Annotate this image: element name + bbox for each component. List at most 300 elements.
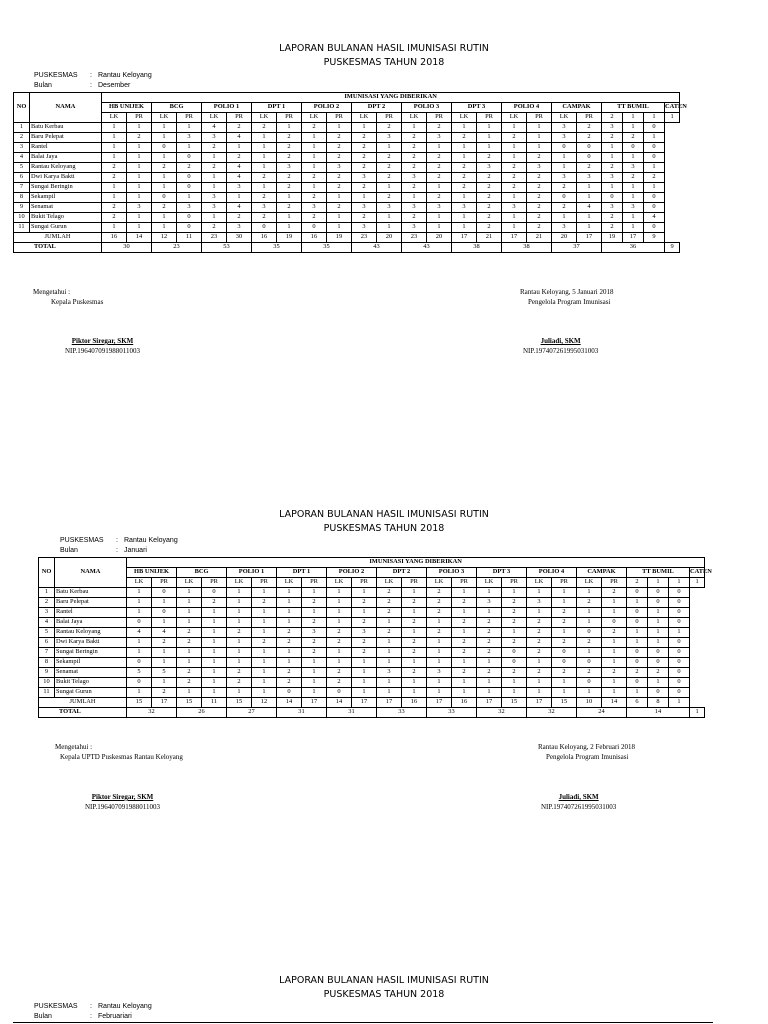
row-value: 2	[602, 223, 623, 233]
row-value: 2	[352, 133, 377, 143]
puskesmas-value: Rantau Keloyang	[98, 72, 152, 79]
row-value: 0	[177, 213, 202, 223]
row-value: 0	[627, 658, 648, 668]
vaccine-header: CATEN	[690, 568, 705, 578]
row-value: 1	[602, 658, 627, 668]
jumlah-value: 16	[402, 698, 427, 708]
vaccine-header: DPT 2	[377, 568, 427, 578]
table-row	[14, 163, 680, 173]
row-value: 3	[202, 193, 227, 203]
row-value: 2	[552, 183, 577, 193]
row-value: 3	[602, 123, 623, 133]
row-value: 2	[177, 678, 202, 688]
row-value: 1	[552, 598, 577, 608]
table-row	[39, 598, 705, 608]
pr-header: PR	[352, 578, 377, 588]
row-value: 1	[623, 183, 644, 193]
row-value: 3	[452, 203, 477, 213]
vaccine-header: CAMPAK	[552, 103, 602, 113]
row-value: 2	[252, 638, 277, 648]
row-value: 2	[577, 133, 602, 143]
row-value: 1	[648, 638, 669, 648]
lk-header: LK	[527, 578, 552, 588]
row-value: 2	[602, 133, 623, 143]
row-value: 1	[127, 143, 152, 153]
row-nama: Rantau Keloyang	[55, 628, 127, 638]
row-value: 1	[502, 628, 527, 638]
row-value: 2	[352, 618, 377, 628]
row-value: 1	[644, 163, 665, 173]
pr-header: PR	[527, 113, 552, 123]
row-value: 1	[202, 183, 227, 193]
jumlah-value: 19	[277, 233, 302, 243]
row-value: 0	[577, 628, 602, 638]
puskesmas-value: Rantau Keloyang	[124, 537, 178, 544]
row-value: 2	[427, 153, 452, 163]
row-value: 1	[302, 688, 327, 698]
row-value: 1	[402, 688, 427, 698]
row-value: 1	[152, 678, 177, 688]
row-value: 1	[477, 608, 502, 618]
row-value: 1	[352, 678, 377, 688]
row-value: 1	[252, 163, 277, 173]
row-value: 1	[177, 608, 202, 618]
row-value: 1	[252, 133, 277, 143]
row-no: 3	[14, 143, 30, 153]
row-value: 1	[477, 658, 502, 668]
row-value: 4	[577, 203, 602, 213]
bulan-value: Februariari	[98, 1013, 132, 1020]
row-value: 2	[277, 173, 302, 183]
row-value: 1	[327, 223, 352, 233]
row-value: 1	[427, 618, 452, 628]
row-value: 2	[577, 638, 602, 648]
pr-header: PR	[452, 578, 477, 588]
row-value: 1	[502, 588, 527, 598]
row-value: 1	[602, 688, 627, 698]
row-no: 6	[39, 638, 55, 648]
row-value: 1	[127, 163, 152, 173]
row-value: 1	[402, 678, 427, 688]
jumlah-value: 17	[502, 233, 527, 243]
total-value: 23	[152, 243, 202, 253]
jumlah-value: 17	[377, 698, 402, 708]
lk-header: LK	[177, 578, 202, 588]
row-value: 2	[402, 618, 427, 628]
row-value: 2	[227, 678, 252, 688]
table-row	[39, 608, 705, 618]
row-value: 0	[669, 678, 690, 688]
row-value: 0	[302, 223, 327, 233]
row-nama: Senamat	[55, 668, 127, 678]
row-no: 1	[39, 588, 55, 598]
row-value: 4	[227, 133, 252, 143]
row-value: 2	[527, 193, 552, 203]
pr-header: PR	[302, 578, 327, 588]
lk-header: LK	[577, 578, 602, 588]
row-nama: Bukit Telago	[55, 678, 127, 688]
jumlah-value: 14	[127, 233, 152, 243]
row-value: 1	[252, 658, 277, 668]
row-value: 1	[327, 618, 352, 628]
row-value: 1	[177, 648, 202, 658]
col-no-header: NO	[39, 558, 55, 588]
row-value: 1	[377, 223, 402, 233]
tt-sub-header: 1	[669, 578, 690, 588]
jumlah-value: 17	[623, 233, 644, 243]
row-value: 1	[302, 678, 327, 688]
row-value: 3	[402, 203, 427, 213]
lk-header: LK	[127, 578, 152, 588]
row-value: 0	[552, 193, 577, 203]
row-value: 2	[152, 203, 177, 213]
report-title: LAPORAN BULANAN HASIL IMUNISASI RUTIN	[279, 509, 489, 520]
row-value: 1	[302, 163, 327, 173]
row-value: 3	[527, 163, 552, 173]
row-value: 1	[302, 608, 327, 618]
row-value: 1	[127, 598, 152, 608]
row-value: 1	[577, 193, 602, 203]
row-value: 0	[127, 618, 152, 628]
row-value: 1	[202, 658, 227, 668]
row-value: 2	[402, 668, 427, 678]
pr-header: PR	[602, 578, 627, 588]
row-value: 2	[502, 183, 527, 193]
row-value: 5	[127, 668, 152, 678]
row-value: 2	[352, 598, 377, 608]
puskesmas-label: PUSKESMAS	[60, 537, 104, 544]
row-value: 1	[252, 688, 277, 698]
row-value: 1	[527, 608, 552, 618]
jumlah-value: 14	[277, 698, 302, 708]
row-value: 1	[577, 588, 602, 598]
row-value: 0	[202, 588, 227, 598]
row-value: 2	[648, 668, 669, 678]
row-value: 1	[302, 668, 327, 678]
row-value: 2	[402, 153, 427, 163]
row-value: 1	[102, 143, 127, 153]
row-value: 2	[377, 123, 402, 133]
total-row	[14, 243, 680, 253]
row-value: 3	[552, 123, 577, 133]
row-value: 1	[377, 638, 402, 648]
meta-block: PUSKESMAS : Rantau Keloyang Bulan : Desember	[34, 72, 152, 89]
row-value: 2	[352, 143, 377, 153]
vaccine-header: POLIO 2	[302, 103, 352, 113]
pr-header: PR	[252, 578, 277, 588]
row-value: 0	[644, 203, 665, 213]
row-no: 5	[39, 628, 55, 638]
total-value: 33	[427, 708, 477, 718]
row-value: 1	[327, 598, 352, 608]
row-value: 1	[452, 658, 477, 668]
row-value: 4	[227, 163, 252, 173]
row-value: 2	[623, 133, 644, 143]
jumlah-value: 23	[402, 233, 427, 243]
row-value: 3	[623, 163, 644, 173]
row-value: 2	[527, 183, 552, 193]
total-row	[39, 708, 705, 718]
pr-header: PR	[127, 113, 152, 123]
row-value: 3	[427, 668, 452, 678]
row-value: 2	[102, 163, 127, 173]
row-value: 0	[127, 678, 152, 688]
row-value: 0	[627, 678, 648, 688]
col-nama-header: NAMA	[30, 93, 102, 123]
row-no: 8	[39, 658, 55, 668]
row-value: 1	[227, 193, 252, 203]
row-no: 9	[14, 203, 30, 213]
row-value: 1	[227, 658, 252, 668]
tt-sub-header: 2	[602, 113, 623, 123]
row-value: 2	[502, 173, 527, 183]
row-value: 1	[227, 608, 252, 618]
row-value: 2	[477, 628, 502, 638]
total-value: 32	[527, 708, 577, 718]
row-value: 1	[127, 173, 152, 183]
signature-left: Mengetahui : Kepala Puskesmas	[33, 288, 104, 306]
row-value: 2	[377, 588, 402, 598]
table-row	[14, 223, 680, 233]
vaccine-header: TT BUMIL	[602, 103, 665, 113]
vaccine-header: HB UNIJEK	[102, 103, 152, 113]
row-value: 2	[352, 648, 377, 658]
total-value: 43	[402, 243, 452, 253]
row-value: 2	[602, 628, 627, 638]
jumlah-value: 6	[627, 698, 648, 708]
total-value: 53	[202, 243, 252, 253]
row-value: 1	[327, 658, 352, 668]
total-value: 33	[377, 708, 427, 718]
bulan-label: Bulan	[60, 547, 78, 554]
row-value: 2	[502, 608, 527, 618]
row-value: 1	[327, 648, 352, 658]
jumlah-value: 17	[527, 698, 552, 708]
row-value: 4	[127, 628, 152, 638]
row-value: 2	[327, 153, 352, 163]
row-value: 1	[623, 193, 644, 203]
header-row-group	[14, 93, 680, 103]
row-value: 3	[477, 163, 502, 173]
row-value: 1	[527, 143, 552, 153]
jumlah-value: 10	[577, 698, 602, 708]
row-value: 1	[252, 143, 277, 153]
row-value: 1	[602, 598, 627, 608]
row-value: 2	[527, 618, 552, 628]
row-value: 0	[177, 153, 202, 163]
row-no: 7	[39, 648, 55, 658]
row-value: 1	[152, 618, 177, 628]
row-value: 2	[127, 133, 152, 143]
row-value: 1	[527, 688, 552, 698]
row-nama: Baru Pelepat	[30, 133, 102, 143]
jumlah-value: 15	[502, 698, 527, 708]
row-value: 1	[477, 133, 502, 143]
jumlah-value: 15	[552, 698, 577, 708]
vaccine-header: BCG	[177, 568, 227, 578]
table-top-border	[13, 1022, 713, 1023]
row-value: 3	[252, 203, 277, 213]
row-value: 0	[502, 648, 527, 658]
row-value: 0	[552, 143, 577, 153]
total-value: 37	[552, 243, 602, 253]
lk-header: LK	[427, 578, 452, 588]
row-value: 1	[177, 618, 202, 628]
row-value: 2	[252, 173, 277, 183]
row-value: 1	[502, 143, 527, 153]
vaccine-header: POLIO 3	[427, 568, 477, 578]
table-row	[39, 648, 705, 658]
row-value: 0	[502, 658, 527, 668]
header-row-vaccine	[14, 103, 680, 113]
row-value: 2	[302, 123, 327, 133]
row-value: 0	[577, 143, 602, 153]
row-value: 2	[452, 648, 477, 658]
row-value: 1	[352, 193, 377, 203]
row-nama: Rantel	[55, 608, 127, 618]
total-label: TOTAL	[14, 243, 102, 253]
row-nama: Sungai Beringin	[30, 183, 102, 193]
row-value: 2	[502, 638, 527, 648]
total-value: 1	[690, 708, 705, 718]
pr-header: PR	[502, 578, 527, 588]
row-value: 2	[602, 588, 627, 598]
row-value: 1	[427, 688, 452, 698]
vaccine-header: CAMPAK	[577, 568, 627, 578]
row-nama: Dwi Karya Bakti	[30, 173, 102, 183]
row-value: 2	[227, 153, 252, 163]
row-value: 2	[452, 163, 477, 173]
table-row	[14, 203, 680, 213]
jumlah-value: 21	[477, 233, 502, 243]
row-value: 2	[402, 598, 427, 608]
row-value: 0	[602, 618, 627, 628]
row-value: 1	[577, 608, 602, 618]
row-value: 2	[352, 153, 377, 163]
row-value: 1	[402, 658, 427, 668]
header-row-group	[39, 558, 705, 568]
total-label: TOTAL	[39, 708, 127, 718]
row-value: 2	[302, 213, 327, 223]
row-value: 1	[477, 588, 502, 598]
lk-header: LK	[327, 578, 352, 588]
vaccine-header: POLIO 2	[327, 568, 377, 578]
row-value: 2	[427, 163, 452, 173]
vaccine-header: POLIO 4	[502, 103, 552, 113]
row-no: 4	[14, 153, 30, 163]
row-value: 1	[177, 193, 202, 203]
total-value: 26	[177, 708, 227, 718]
signature-left-name: Piktor Siregar, SKM NIP.196407091988011003	[65, 337, 140, 355]
jumlah-value: 8	[648, 698, 669, 708]
row-value: 0	[669, 598, 690, 608]
vaccine-header: HB UNIJEK	[127, 568, 177, 578]
row-value: 2	[477, 648, 502, 658]
row-value: 1	[377, 618, 402, 628]
row-value: 2	[327, 143, 352, 153]
row-value: 0	[669, 648, 690, 658]
row-nama: Senamat	[30, 203, 102, 213]
header-row-vaccine	[39, 568, 705, 578]
row-value: 4	[227, 203, 252, 213]
row-value: 1	[127, 123, 152, 133]
row-value: 2	[527, 153, 552, 163]
jumlah-value: 12	[152, 233, 177, 243]
row-value: 1	[602, 608, 627, 618]
row-value: 1	[202, 668, 227, 678]
row-value: 0	[669, 638, 690, 648]
pr-header: PR	[552, 578, 577, 588]
jumlah-value: 17	[477, 698, 502, 708]
row-value: 1	[427, 183, 452, 193]
row-value: 1	[327, 123, 352, 133]
row-value: 1	[352, 608, 377, 618]
total-value: 30	[102, 243, 152, 253]
row-value: 0	[669, 688, 690, 698]
row-value: 1	[377, 678, 402, 688]
lk-header: LK	[227, 578, 252, 588]
row-value: 4	[152, 628, 177, 638]
row-value: 1	[127, 153, 152, 163]
row-value: 2	[302, 193, 327, 203]
jumlah-value: 17	[577, 233, 602, 243]
row-value: 1	[427, 143, 452, 153]
tt-sub-header: 2	[627, 578, 648, 588]
row-value: 3	[377, 133, 402, 143]
pr-header: PR	[177, 113, 202, 123]
row-value: 1	[452, 608, 477, 618]
row-value: 3	[602, 173, 623, 183]
row-value: 3	[623, 203, 644, 213]
row-value: 0	[669, 618, 690, 628]
row-value: 0	[669, 588, 690, 598]
row-value: 1	[252, 668, 277, 678]
row-value: 1	[277, 608, 302, 618]
row-value: 1	[427, 648, 452, 658]
row-value: 0	[552, 658, 577, 668]
row-value: 1	[102, 183, 127, 193]
row-value: 0	[252, 223, 277, 233]
row-value: 1	[577, 223, 602, 233]
jumlah-label: JUMLAH	[14, 233, 102, 243]
row-value: 0	[648, 658, 669, 668]
bulan-value: Desember	[98, 82, 131, 89]
row-value: 2	[327, 668, 352, 678]
table-row	[39, 588, 705, 598]
row-value: 1	[502, 193, 527, 203]
row-value: 1	[327, 213, 352, 223]
row-value: 2	[602, 213, 623, 223]
row-value: 3	[302, 628, 327, 638]
total-value: 9	[665, 243, 680, 253]
row-value: 3	[377, 668, 402, 678]
pr-header: PR	[202, 578, 227, 588]
row-value: 1	[527, 133, 552, 143]
row-value: 2	[327, 678, 352, 688]
row-value: 1	[502, 223, 527, 233]
row-value: 2	[527, 173, 552, 183]
vaccine-header: POLIO 4	[527, 568, 577, 578]
row-value: 1	[227, 638, 252, 648]
row-value: 1	[452, 193, 477, 203]
lk-header: LK	[477, 578, 502, 588]
row-nama: Sekampil	[55, 658, 127, 668]
table-row	[14, 183, 680, 193]
row-no: 2	[14, 133, 30, 143]
row-value: 2	[602, 668, 627, 678]
row-value: 2	[623, 173, 644, 183]
row-value: 0	[648, 588, 669, 598]
